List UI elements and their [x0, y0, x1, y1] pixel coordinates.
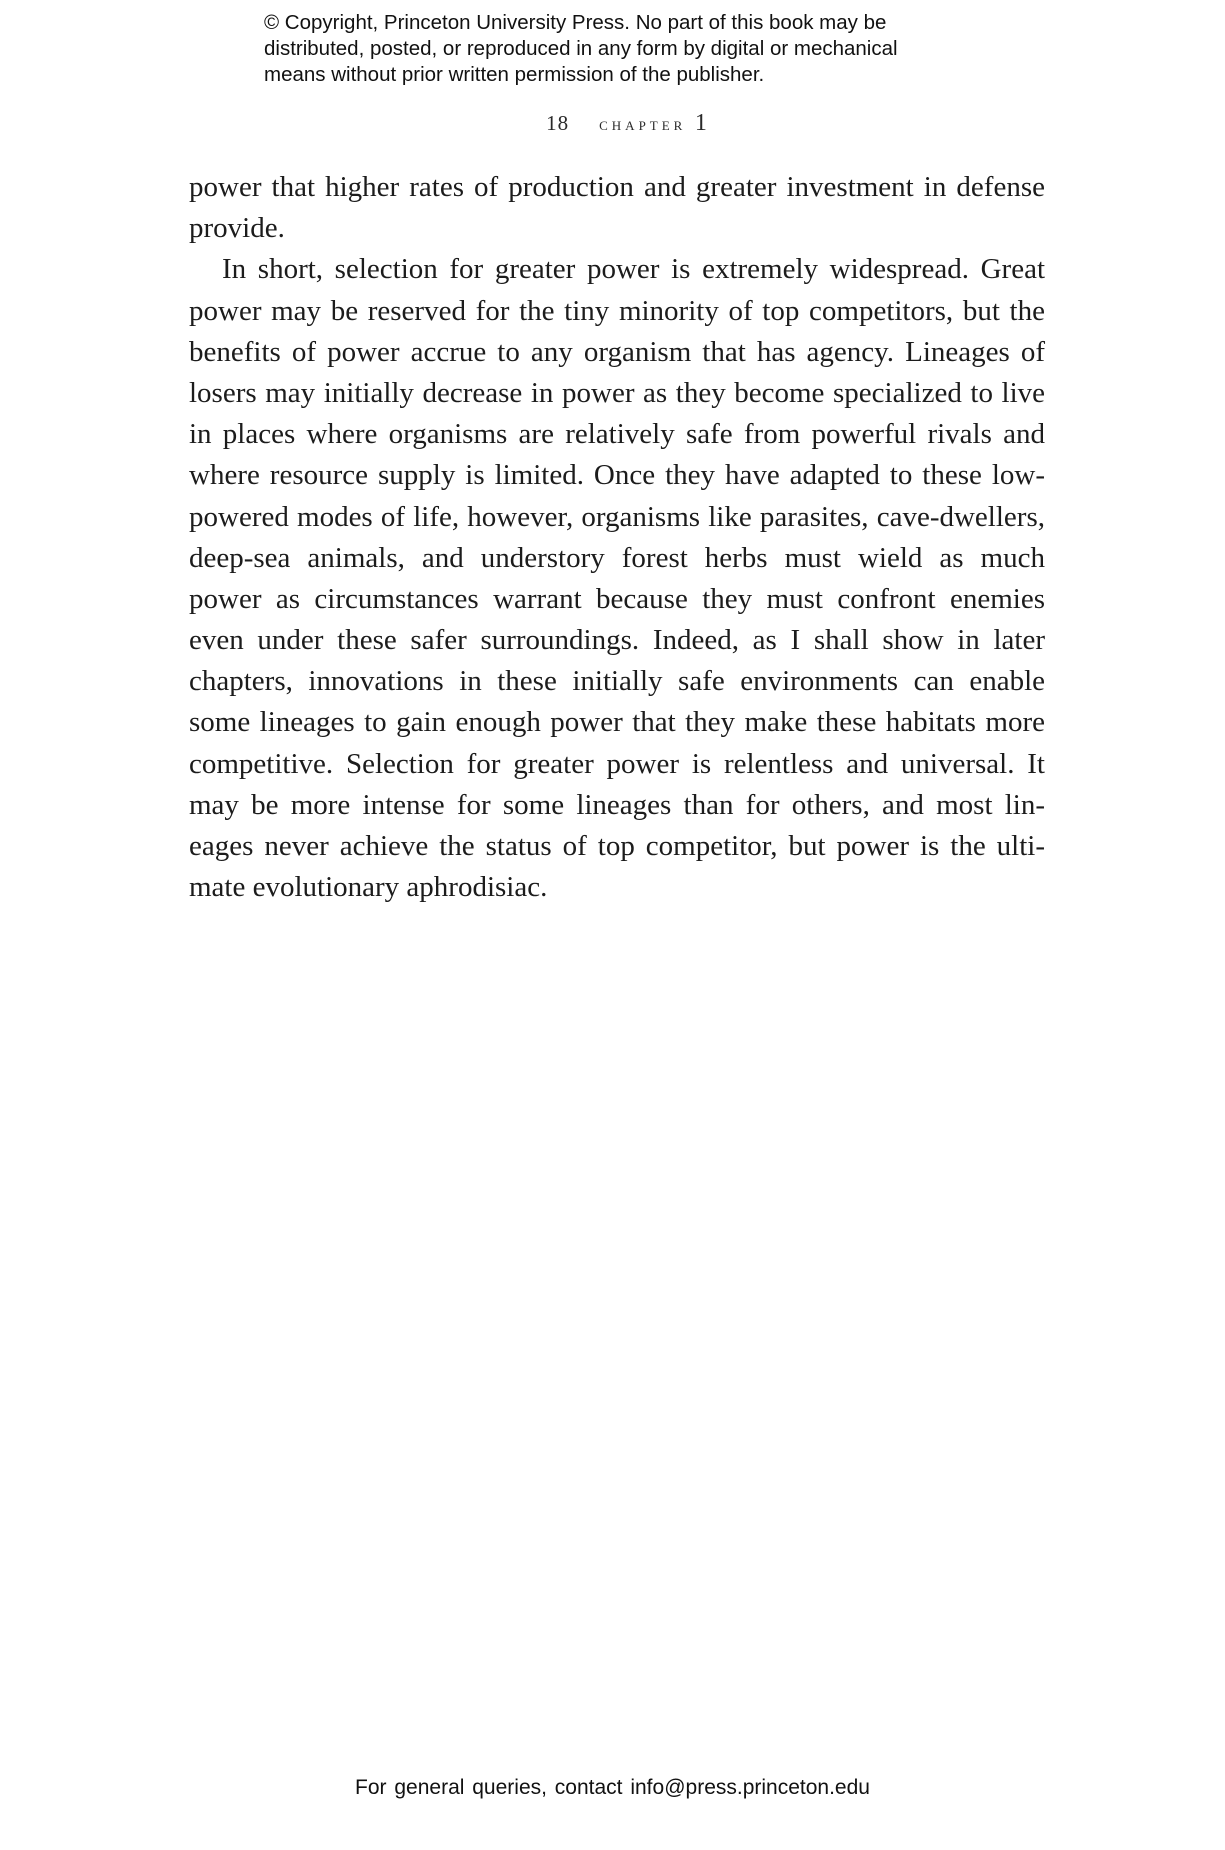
copyright-line: means without prior written permission of the publisher.: [264, 63, 765, 86]
text-line: mate evolutionary aphrodisiac.: [189, 871, 548, 904]
paragraph: [189, 167, 1045, 249]
text-line: power that higher rates of production and greater investment in defense: [189, 171, 1045, 203]
body-text: [189, 167, 1045, 908]
text-line: power as circumstances warrant because they must confront enemies: [189, 582, 1045, 615]
running-head: [0, 110, 1225, 137]
text-line: In short, selection for greater power is extremely widespread. Great: [222, 253, 1045, 286]
text-line: in places where organisms are relatively safe from powerful rivals and: [189, 418, 1045, 451]
copyright-line: distributed, posted, or reproduced in any form by digital or mechanical: [264, 37, 898, 60]
footer-contact: For general queries, contact info@press.princeton.edu: [355, 1776, 870, 1799]
text-line: where resource supply is limited. Once they have adapted to these low-: [189, 459, 1045, 492]
text-line: may be more intense for some lineages than for others, and most lin-: [189, 788, 1045, 821]
text-line: competitive. Selection for greater power is relentless and universal. It: [189, 747, 1045, 780]
text-line: chapters, innovations in these initially safe environments can enable: [189, 665, 1045, 698]
page-number: 18: [546, 111, 570, 135]
text-line: even under these safer surroundings. Indeed, as I shall show in later: [189, 624, 1045, 657]
chapter-label: [599, 110, 707, 136]
text-line: eages never achieve the status of top competitor, but power is the ulti-: [189, 830, 1045, 862]
text-line: power may be reserved for the tiny minority of top competitors, but the: [189, 294, 1045, 327]
copyright-line: © Copyright, Princeton University Press. No part of this book may be: [264, 11, 887, 34]
text-line: powered modes of life, however, organisms like parasites, cave-dwellers,: [189, 500, 1045, 533]
chapter-number: 1: [694, 110, 707, 136]
text-line: benefits of power accrue to any organism that has agency. Lineages of: [189, 335, 1045, 368]
text-line: some lineages to gain enough power that they make these habitats more: [189, 706, 1045, 739]
text-line: deep-sea animals, and understory forest herbs must wield as much: [189, 541, 1045, 574]
text-line: losers may initially decrease in power as they become specialized to live: [189, 376, 1045, 409]
chapter-label-text: chapter: [599, 114, 687, 134]
paragraph: [189, 249, 1045, 908]
copyright-notice: [264, 10, 964, 88]
text-line: provide.: [189, 212, 285, 245]
